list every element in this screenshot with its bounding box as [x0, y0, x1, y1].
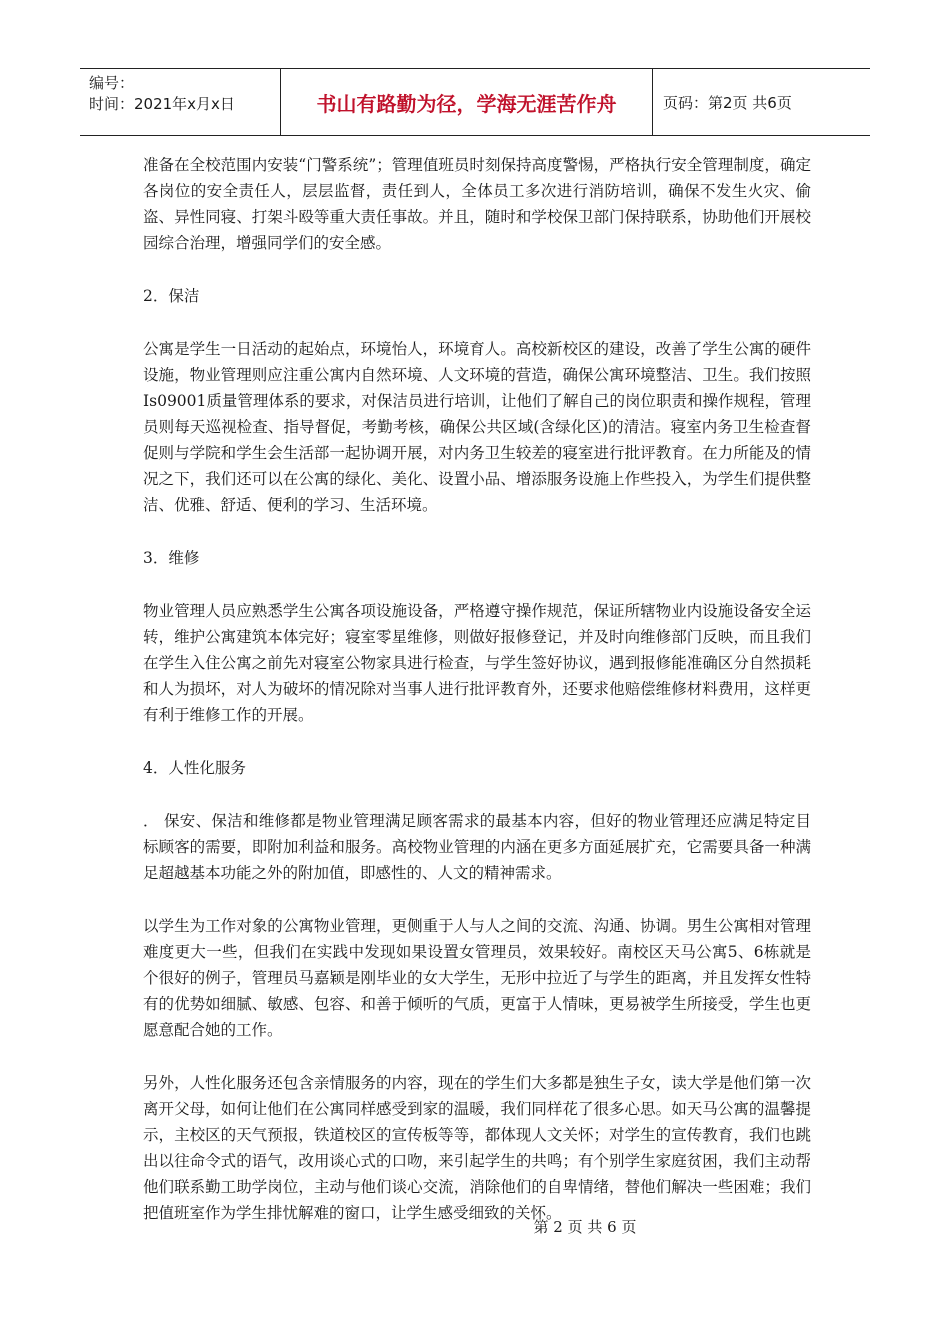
body-paragraph: 以学生为工作对象的公寓物业管理，更侧重于人与人之间的交流、沟通、协调。男生公寓相对管理难度更大一些，但我们在实践中发现如果设置女管理员，效果较好。南校区天马公寓5、6栋就是个很好的例子，管理员马嘉颖是刚毕业的女大学生，无形中拉近了与学生的距离，并且发挥女性特有的优势如细腻、敏感、包容、和善于倾听的气质，更富于人情味，更易被学生所接受，学生也更愿意配合她的工作。	[143, 917, 811, 1039]
page-header	[80, 68, 870, 136]
document-body	[143, 152, 811, 1253]
document-number-label: 编号：	[89, 74, 135, 92]
header-page-info: 页码：第2页 共6页	[663, 93, 792, 112]
body-paragraph: 物业管理人员应熟悉学生公寓各项设施设备，严格遵守操作规范，保证所辖物业内设施设备安全运转，维护公寓建筑本体完好；寝室零星维修，则做好报修登记，并及时向维修部门反映，而且我们在学生入住公寓之前先对寝室公物家具进行检查，与学生签好协议，遇到报修能准确区分自然损耗和人为损坏，对人为破坏的情况除对当事人进行批评教育外，还要求他赔偿维修材料费用，这样更有利于维修工作的开展。	[143, 602, 811, 724]
header-meta	[80, 69, 281, 135]
section-heading: 4．人性化服务	[143, 759, 246, 777]
body-paragraph: ． 保安、保洁和维修都是物业管理满足顾客需求的最基本内容，但好的物业管理还应满足特定目标顾客的需要，即附加利益和服务。高校物业管理的内涵在更多方面延展扩充，它需要具备一种满足超越基本功能之外的附加值，即感性的、人文的精神需求。	[143, 812, 811, 882]
page-footer: 第 2 页 共 6 页	[533, 1218, 637, 1236]
body-paragraph: 另外，人性化服务还包含亲情服务的内容，现在的学生们大多都是独生子女，读大学是他们第一次离开父母，如何让他们在公寓同样感受到家的温暖，我们同样花了很多心思。如天马公寓的温馨提示，主校区的天气预报，铁道校区的宣传板等等，都体现人文关怀；对学生的宣传教育，我们也跳出以往命令式的语气，改用谈心式的口吻，来引起学生的共鸣；有个别学生家庭贫困，我们主动帮他们联系勤工助学岗位，主动与他们谈心交流，消除他们的自卑情绪，替他们解决一些困难；我们把值班室作为学生排忧解难的窗口，让学生感受细致的关怀。	[143, 1074, 811, 1222]
section-heading: 2．保洁	[143, 287, 200, 305]
document-date-label: 时间：2021年x月x日	[89, 95, 235, 113]
body-paragraph: 准备在全校范围内安装“门警系统”；管理值班员时刻保持高度警惕，严格执行安全管理制度，确定各岗位的安全责任人，层层监督，责任到人，全体员工多次进行消防培训，确保不发生火灾、偷盗、异性同寝、打架斗殴等重大责任事故。并且，随时和学校保卫部门保持联系，协助他们开展校园综合治理，增强同学们的安全感。	[143, 156, 811, 252]
body-paragraph: 公寓是学生一日活动的起始点，环境怡人，环境育人。高校新校区的建设，改善了学生公寓的硬件设施，物业管理则应注重公寓内自然环境、人文环境的营造，确保公寓环境整洁、卫生。我们按照Is09001质量管理体系的要求，对保洁员进行培训，让他们了解自己的岗位职责和操作规程，管理员则每天巡视检查、指导督促，考勤考核，确保公共区域(含绿化区)的清洁。寝室内务卫生检查督促则与学院和学生会生活部一起协调开展，对内务卫生较差的寝室进行批评教育。在力所能及的情况之下，我们还可以在公寓的绿化、美化、设置小品、增添服务设施上作些投入，为学生们提供整洁、优雅、舒适、便利的学习、生活环境。	[143, 340, 811, 514]
header-motto: 书山有路勤为径，学海无涯苦作舟	[281, 69, 653, 135]
section-heading: 3．维修	[143, 549, 200, 567]
